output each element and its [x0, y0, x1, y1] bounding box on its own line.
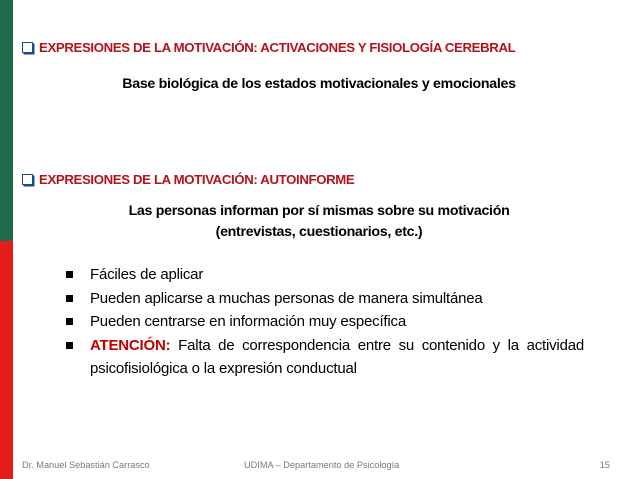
- section-heading-self-report: [22, 172, 354, 187]
- section-subtitle-physiology: [0, 74, 638, 95]
- list-item: [64, 263, 584, 287]
- subtitle-line: Las personas informan por sí mismas sobre su motivación: [128, 203, 510, 219]
- square-bullet-icon: [66, 342, 73, 349]
- warning-text: Falta de correspondencia entre su contenido y la actividad psicofisiológica o la expresión conductual: [90, 336, 584, 377]
- footer-author: Dr. Manuel Sebastián Carrasco: [22, 460, 150, 470]
- self-report-bullet-list: [64, 263, 584, 381]
- list-item-text: Pueden aplicarse a muchas personas de manera simultánea: [90, 289, 483, 307]
- checkbox-bullet-icon: [22, 42, 33, 53]
- list-item: [64, 287, 584, 311]
- list-item-text: Pueden centrarse en información muy específica: [90, 313, 406, 330]
- list-item: [64, 310, 584, 334]
- section-subtitle-self-report: [0, 201, 638, 243]
- section-heading-text: EXPRESIONES DE LA MOTIVACIÓN: AUTOINFORME: [39, 172, 355, 187]
- square-bullet-icon: [66, 271, 73, 278]
- section-heading-physiology: [22, 40, 515, 55]
- footer-page-number: 15: [599, 460, 610, 470]
- footer-institution: UDIMA – Departamento de Psicología: [244, 460, 400, 470]
- subtitle-line: Base biológica de los estados motivacionales y emocionales: [122, 76, 516, 92]
- left-accent-bar-red: [0, 241, 13, 479]
- square-bullet-icon: [66, 318, 73, 325]
- checkbox-bullet-icon: [22, 174, 33, 185]
- warning-list-item: [64, 334, 584, 381]
- subtitle-line: (entrevistas, cuestionarios, etc.): [215, 224, 423, 240]
- square-bullet-icon: [66, 295, 73, 302]
- warning-label: ATENCIÓN:: [90, 336, 171, 354]
- list-item-text: Fáciles de aplicar: [90, 266, 204, 283]
- section-heading-text: EXPRESIONES DE LA MOTIVACIÓN: ACTIVACIONES Y FISIOLOGÍA CEREBRAL: [39, 40, 516, 55]
